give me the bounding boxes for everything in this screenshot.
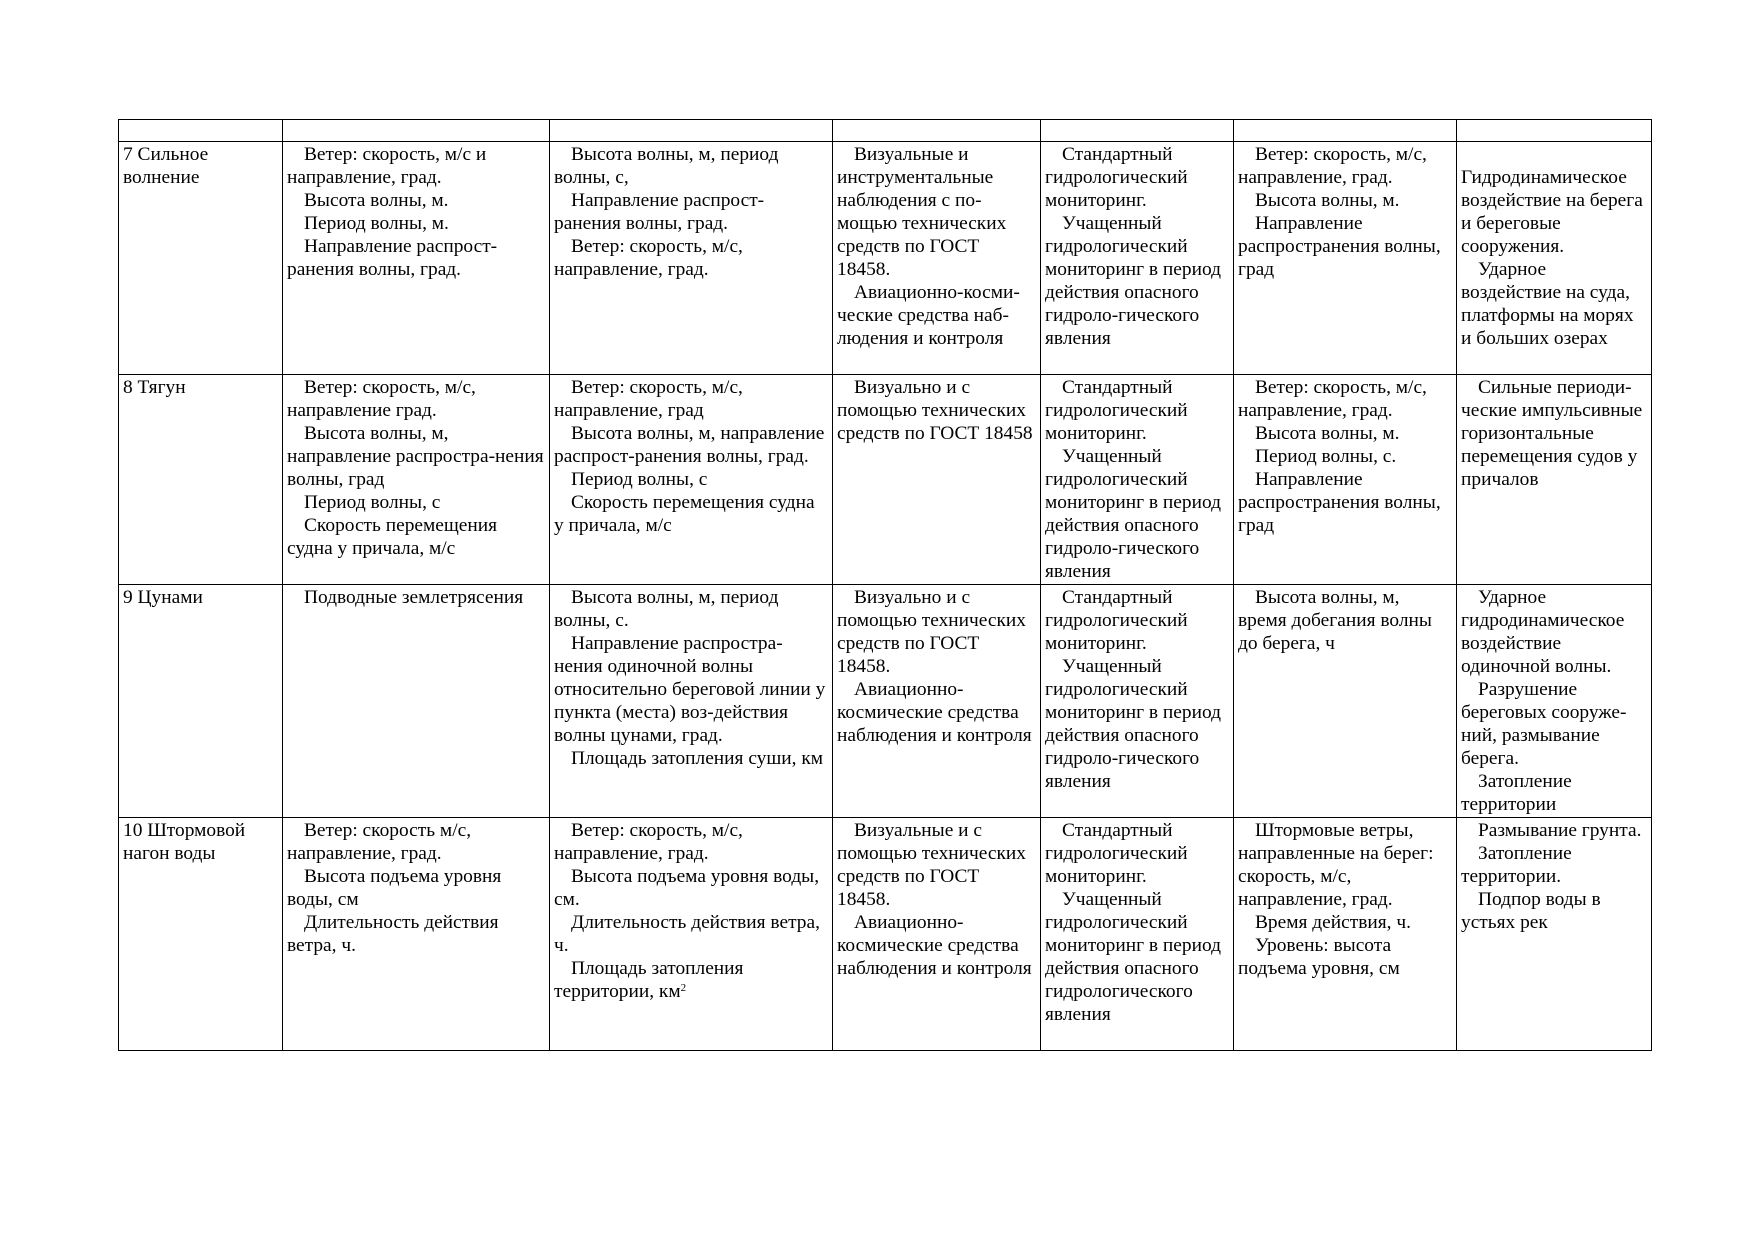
- cell-paragraph: Период волны, с.: [1255, 446, 1397, 467]
- cell-paragraph: Длительность действия ветра, ч.: [287, 912, 499, 956]
- event-name: 9 Цунами: [123, 587, 203, 608]
- cell-paragraph: Ударное гидродинамическое воздействие одиночной волны.: [1461, 587, 1625, 677]
- impact-cell: [1457, 818, 1652, 1051]
- cell-paragraph: Ветер: скорость, м/с, направление, град.: [1238, 144, 1427, 188]
- observation-methods-cell: [833, 585, 1041, 818]
- measured-params-cell: [550, 142, 833, 375]
- cell-paragraph: Гидродинамическое воздействие на берега и береговые сооружения.: [1461, 167, 1643, 257]
- cell-paragraph: Высота волны, м, период волны, с.: [554, 587, 779, 631]
- cell-paragraph: Высота волны, м.: [1255, 423, 1400, 444]
- event-name: 10 Штормовой нагон воды: [123, 820, 246, 864]
- cell-paragraph: Размывание грунта.: [1478, 820, 1642, 841]
- cell-paragraph: Учащенный гидрологический мониторинг в период действия опасного гидроло-гического явления: [1045, 446, 1221, 582]
- header-cell: [283, 120, 550, 142]
- monitored-params-cell: [283, 375, 550, 585]
- cell-paragraph: Высота волны, м.: [304, 190, 449, 211]
- observation-methods-cell: [833, 818, 1041, 1051]
- forecast-params-cell: [1234, 375, 1457, 585]
- impact-cell: [1457, 375, 1652, 585]
- cell-paragraph: [554, 957, 829, 1003]
- cell-paragraph: Площадь затопления суши, км: [571, 748, 824, 769]
- table-row: [119, 142, 1652, 375]
- cell-paragraph: Визуально и с помощью технических средств по ГОСТ 18458.: [837, 587, 1026, 677]
- cell-paragraph: Учащенный гидрологический мониторинг в период действия опасного гидроло-гического явления: [1045, 656, 1221, 792]
- cell-paragraph: Длительность действия ветра, ч.: [554, 912, 820, 956]
- cell-paragraph: Период волны, м.: [304, 213, 449, 234]
- measured-params-cell: [550, 818, 833, 1051]
- cell-paragraph: Подпор воды в устьях рек: [1461, 889, 1601, 933]
- cell-paragraph: Направление распрост-ранения волны, град.: [287, 236, 498, 280]
- cell-paragraph: Учащенный гидрологический мониторинг в период действия опасного гидроло-гического явления: [1045, 213, 1221, 349]
- cell-paragraph: Направление распрост-ранения волны, град.: [554, 190, 765, 234]
- cell-paragraph: Период волны, с: [304, 492, 441, 513]
- cell-paragraph: Затопление территории.: [1461, 843, 1572, 887]
- cell-paragraph: Высота волны, м.: [1255, 190, 1400, 211]
- measured-params-cell: [550, 375, 833, 585]
- cell-paragraph: Высота волны, м, период волны, с,: [554, 144, 779, 188]
- cell-paragraph: Направление распространения волны, град: [1238, 213, 1441, 280]
- event-name-cell: [119, 818, 283, 1051]
- cell-paragraph: Авиационно-космические средства наблюдения и контроля: [837, 912, 1032, 979]
- monitored-params-cell: [283, 585, 550, 818]
- impact-cell: [1457, 142, 1652, 375]
- event-name-cell: [119, 142, 283, 375]
- cell-paragraph: Визуальные и с помощью технических средств по ГОСТ 18458.: [837, 820, 1026, 910]
- event-name: 8 Тягун: [123, 377, 186, 398]
- table-header-row: [119, 120, 1652, 142]
- cell-paragraph: Стандартный гидрологический мониторинг.: [1045, 144, 1188, 211]
- measured-params-cell: [550, 585, 833, 818]
- forecast-params-cell: [1234, 142, 1457, 375]
- impact-cell: [1457, 585, 1652, 818]
- cell-paragraph: Затопление территории: [1461, 771, 1572, 815]
- forecast-params-cell: [1234, 585, 1457, 818]
- monitoring-type-cell: [1041, 818, 1234, 1051]
- cell-paragraph: Авиационно-космические средства наблюдения и контроля: [837, 679, 1032, 746]
- header-cell: [1041, 120, 1234, 142]
- cell-paragraph: Направление распростра-нения одиночной волны относительно береговой линии у пункта (места) воз-действия волны цунами, град.: [554, 633, 826, 746]
- cell-paragraph: Подводные землетрясения: [304, 587, 524, 608]
- observation-methods-cell: [833, 375, 1041, 585]
- cell-paragraph: Ветер: скорость, м/с и направление, град.: [287, 144, 487, 188]
- square-superscript: 2: [680, 982, 687, 994]
- cell-paragraph: Визуальные и инструментальные наблюдения с по-мощью технических средств по ГОСТ 18458.: [837, 144, 1007, 280]
- monitoring-type-cell: [1041, 585, 1234, 818]
- cell-paragraph: Сильные периоди-ческие импульсивные горизонтальные перемещения судов у причалов: [1461, 377, 1643, 490]
- table-row: [119, 818, 1652, 1051]
- cell-paragraph: Разрушение береговых сооруже-ний, размывание берега.: [1461, 679, 1627, 769]
- event-name: 7 Сильное волнение: [123, 144, 209, 188]
- cell-paragraph: Ветер: скорость, м/с, направление, град.: [554, 236, 743, 280]
- cell-paragraph: Направление распространения волны, град: [1238, 469, 1441, 536]
- header-cell: [119, 120, 283, 142]
- cell-paragraph: Высота волны, м, направление распрост-ранения волны, град.: [554, 423, 825, 467]
- cell-paragraph: Ветер: скорость, м/с, направление град.: [287, 377, 476, 421]
- cell-paragraph: Ветер: скорость, м/с, направление, град.: [1238, 377, 1427, 421]
- cell-paragraph: Высота подъема уровня воды, см.: [554, 866, 820, 910]
- table-row: [119, 585, 1652, 818]
- header-cell: [1234, 120, 1457, 142]
- area-text: Площадь затопления территории, км: [554, 958, 744, 1002]
- cell-paragraph: Уровень: высота подъема уровня, см: [1238, 935, 1400, 979]
- cell-paragraph: Стандартный гидрологический мониторинг.: [1045, 377, 1188, 444]
- cell-paragraph: Высота волны, м, время добегания волны до берега, ч: [1238, 587, 1432, 654]
- monitored-params-cell: [283, 818, 550, 1051]
- cell-paragraph: Высота волны, м, направление распростра-нения волны, град: [287, 423, 544, 490]
- monitoring-type-cell: [1041, 375, 1234, 585]
- cell-paragraph: Время действия, ч.: [1255, 912, 1411, 933]
- cell-paragraph: Ударное воздействие на суда, платформы на морях и больших озерах: [1461, 259, 1634, 349]
- cell-paragraph: Ветер: скорость, м/с, направление, град: [554, 377, 743, 421]
- cell-paragraph: Скорость перемещения судна у причала, м/с: [287, 515, 498, 559]
- cell-paragraph: Ветер: скорость, м/с, направление, град.: [554, 820, 743, 864]
- cell-paragraph: Стандартный гидрологический мониторинг.: [1045, 587, 1188, 654]
- header-cell: [1457, 120, 1652, 142]
- event-name-cell: [119, 375, 283, 585]
- cell-paragraph: Визуально и с помощью технических средств по ГОСТ 18458: [837, 377, 1033, 444]
- table-row: [119, 375, 1652, 585]
- observation-methods-cell: [833, 142, 1041, 375]
- cell-paragraph: Период волны, с: [571, 469, 708, 490]
- cell-paragraph: Стандартный гидрологический мониторинг.: [1045, 820, 1188, 887]
- cell-paragraph: Скорость перемещения судна у причала, м/с: [554, 492, 815, 536]
- header-cell: [550, 120, 833, 142]
- cell-paragraph: Штормовые ветры, направленные на берег: скорость, м/с, направление, град.: [1238, 820, 1434, 910]
- cell-paragraph: Ветер: скорость м/с, направление, град.: [287, 820, 472, 864]
- forecast-params-cell: [1234, 818, 1457, 1051]
- hazard-table: [118, 119, 1652, 1051]
- cell-paragraph: Высота подъема уровня воды, см: [287, 866, 502, 910]
- header-cell: [833, 120, 1041, 142]
- event-name-cell: [119, 585, 283, 818]
- monitored-params-cell: [283, 142, 550, 375]
- cell-paragraph: Учащенный гидрологический мониторинг в период действия опасного гидрологического явления: [1045, 889, 1221, 1025]
- monitoring-type-cell: [1041, 142, 1234, 375]
- cell-paragraph: Авиационно-косми-ческие средства наб-людения и контроля: [837, 282, 1020, 349]
